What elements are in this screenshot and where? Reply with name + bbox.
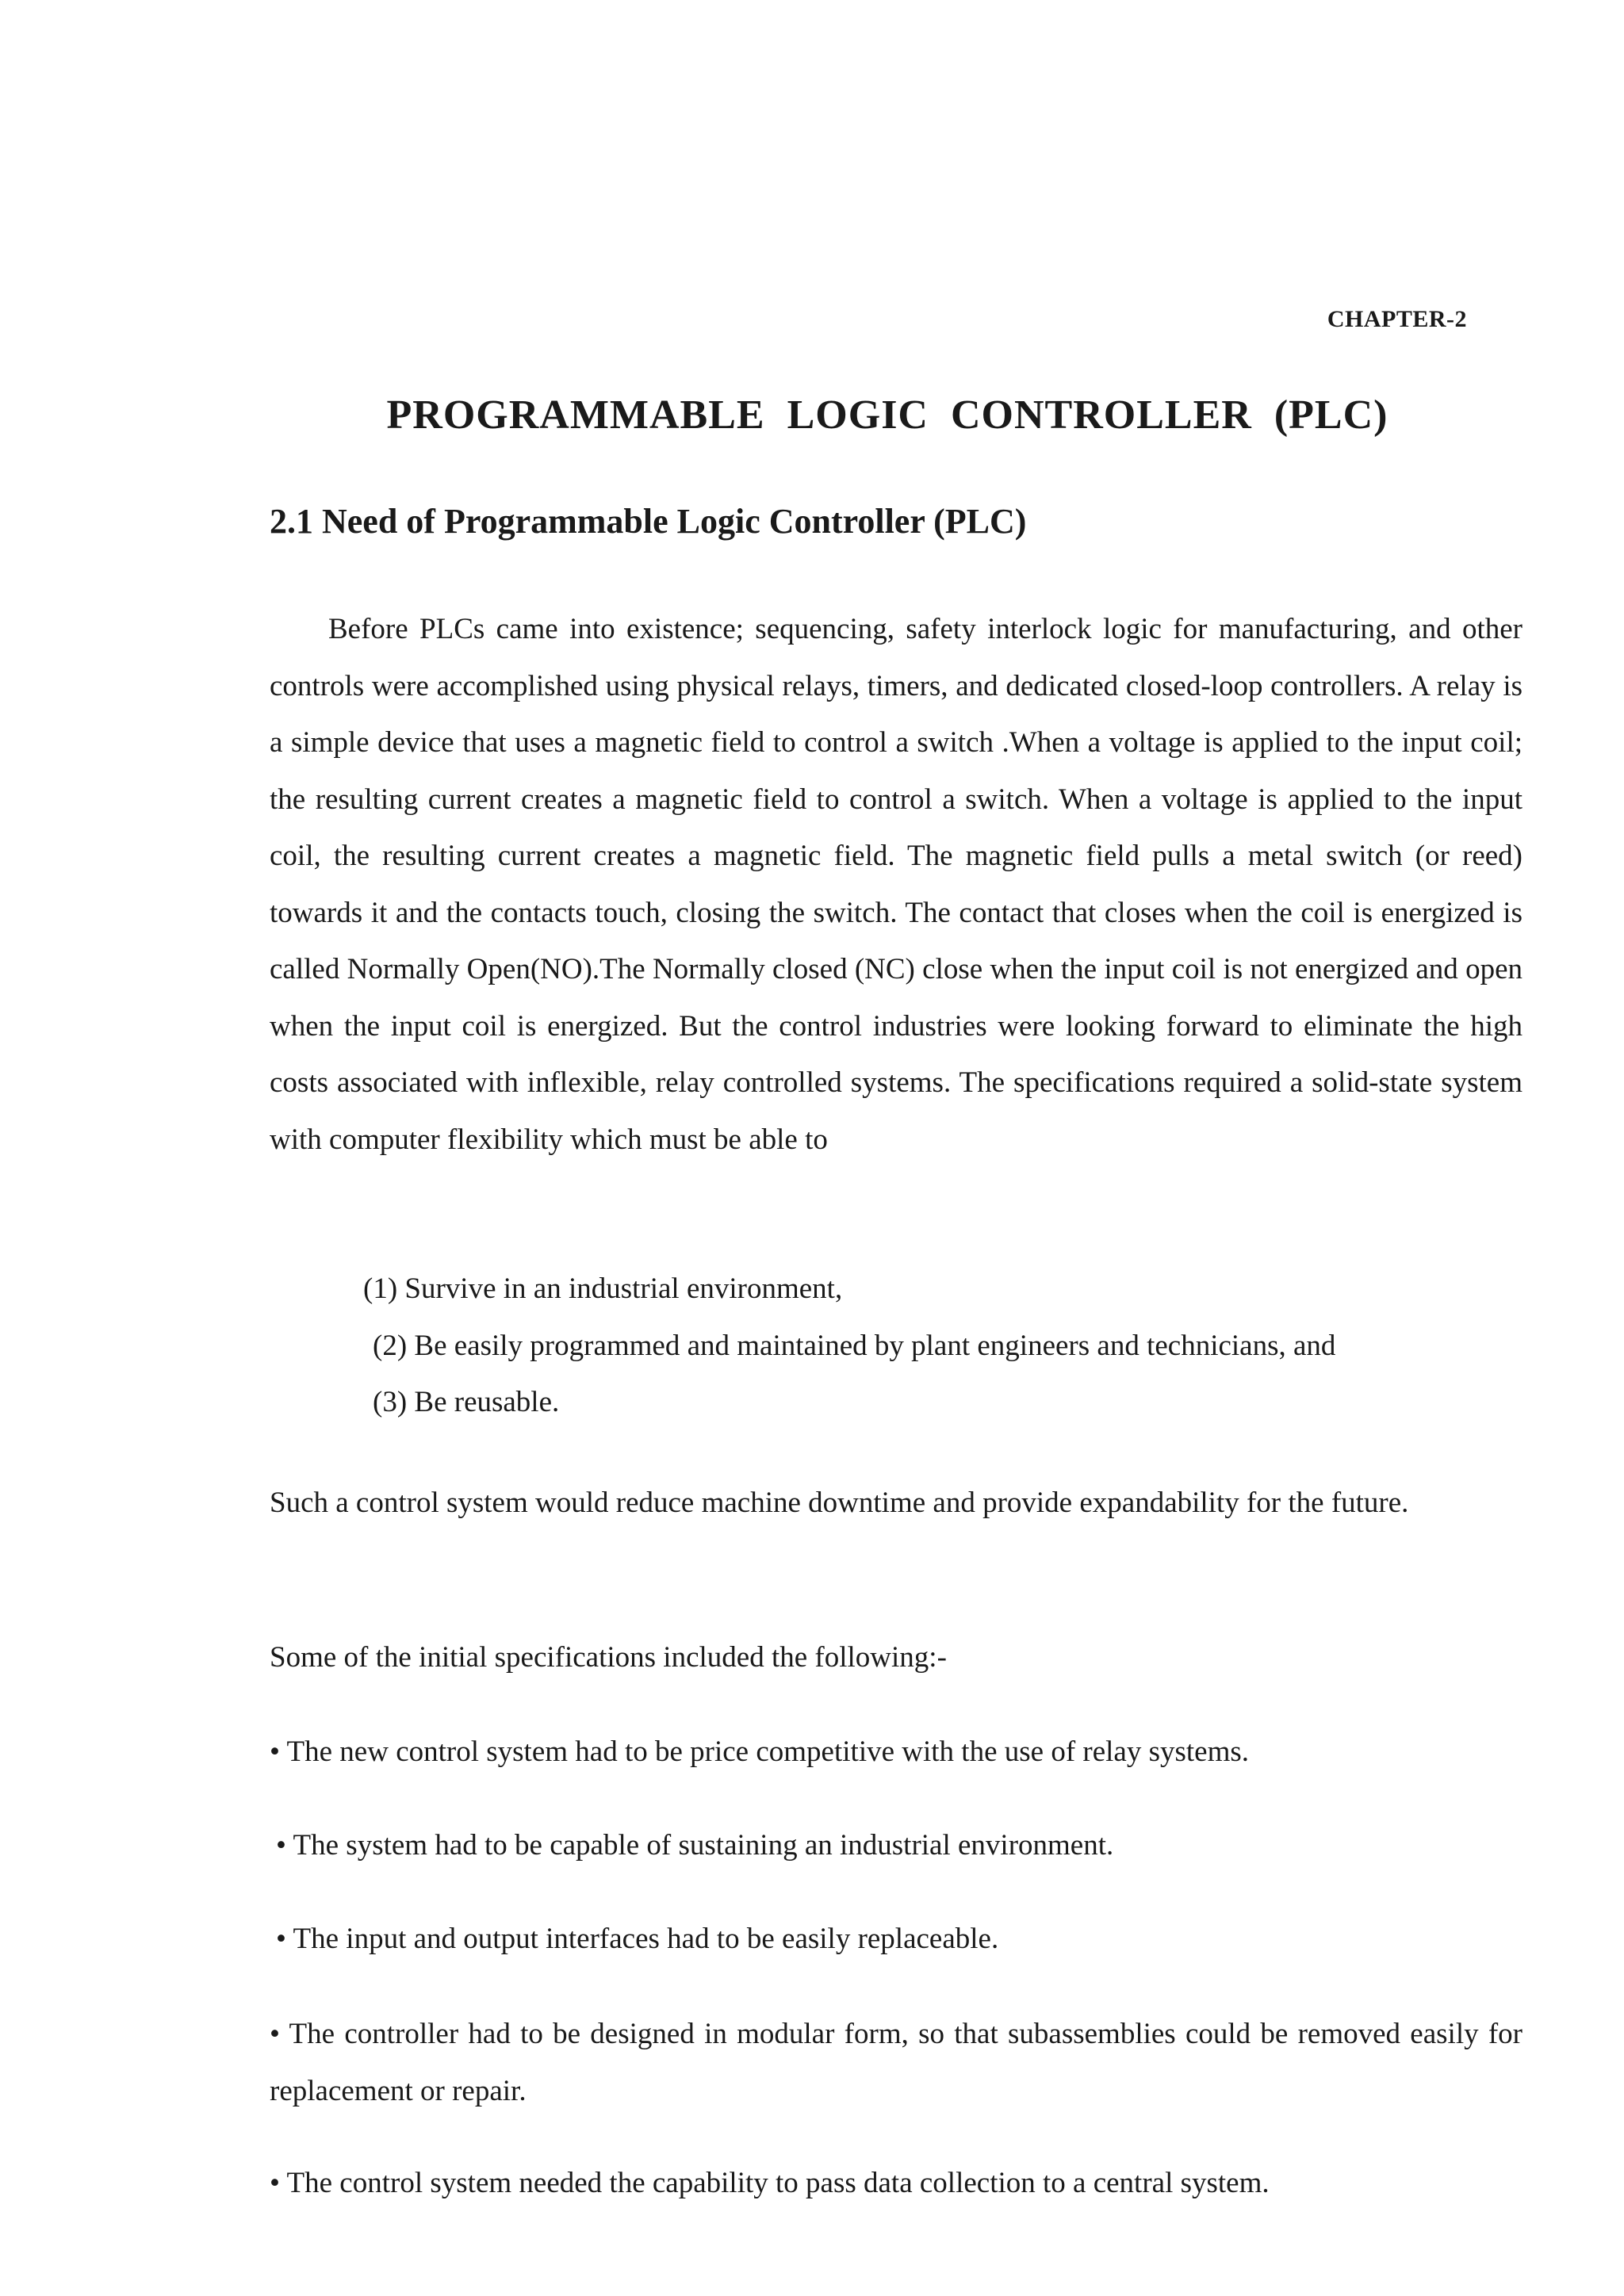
intro-paragraph: Before PLCs came into existence; sequencing, safety interlock logic for manufacturing, and other controls were accomplished using physical relays, timers, and dedicated closed-loop controllers. A relay is a simple device that uses a magnetic field to control a switch .When a voltage is applied to the input coil; the resulting current creates a magnetic field to control a switch. When a voltage is applied to the input coil, the resulting current creates a magnetic field. The magnetic field pulls a metal switch (or reed) towards it and the contacts touch, closing the switch. The contact that closes when the coil is energized is called Normally Open(NO).The Normally closed (NC) close when the input coil is not energized and open when the input coil is energized. But the control industries were looking forward to eliminate the high costs associated with inflexible, relay controlled systems. The specifications required a solid-state system with computer flexibility which must be able to bbox=[270, 613, 1522, 1156]
requirements-list bbox=[363, 1261, 1335, 1431]
downtime-paragraph: Such a control system would reduce machine downtime and provide expandability for the future. bbox=[270, 1487, 1409, 1519]
list-item: (2) Be easily programmed and maintained by plant engineers and technicians, and bbox=[373, 1329, 1336, 1362]
chapter-label: CHAPTER-2 bbox=[1327, 306, 1467, 332]
list-item: (1) Survive in an industrial environment, bbox=[363, 1272, 843, 1305]
specification-item: • The controller had to be designed in modular form, so that subassemblies could be removed easily for replacement or repair. bbox=[270, 2018, 1522, 2107]
page-title: PROGRAMMABLE LOGIC CONTROLLER (PLC) bbox=[386, 392, 1388, 438]
specification-item: • The control system needed the capability to pass data collection to a central system. bbox=[270, 2167, 1270, 2199]
specifications-intro: Some of the initial specifications included the following:- bbox=[270, 1641, 947, 1674]
specification-item: • The input and output interfaces had to be easily replaceable. bbox=[276, 1923, 999, 1955]
list-item: (3) Be reusable. bbox=[373, 1386, 560, 1418]
specification-item: • The new control system had to be price competitive with the use of relay systems. bbox=[270, 1735, 1250, 1768]
section-heading: 2.1 Need of Programmable Logic Controller (PLC) bbox=[270, 502, 1027, 541]
specification-item: • The system had to be capable of sustaining an industrial environment. bbox=[276, 1829, 1114, 1862]
